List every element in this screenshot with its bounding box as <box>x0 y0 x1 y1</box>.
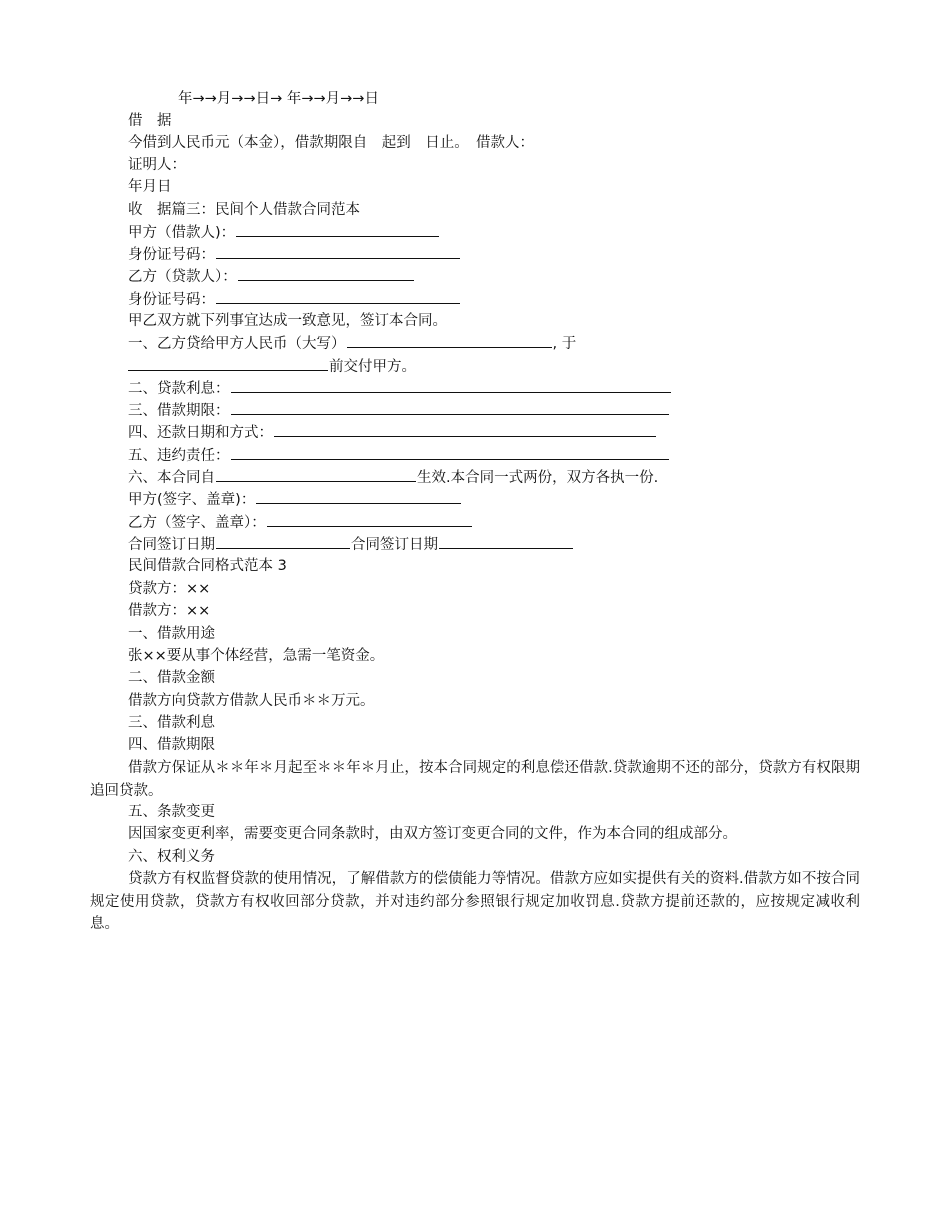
clause2-label: 二、贷款利息： <box>128 381 230 397</box>
sign-date-b-blank <box>439 533 573 549</box>
sign-date-a-blank <box>216 533 350 549</box>
sign-b-line <box>128 511 860 533</box>
sec5-body: 因国家变更利率，需要变更合同条款时，由双方签订变更合同的文件，作为本合同的组成部分。 <box>128 826 737 842</box>
clause3-blank <box>231 399 669 415</box>
borrower-line: 借款方：×× <box>128 603 211 619</box>
clause6-blank <box>216 466 416 482</box>
sign-a-blank <box>256 488 461 504</box>
lender-line: 贷款方：×× <box>128 581 211 597</box>
sign-a-label: 甲方(签字、盖章)： <box>128 492 256 508</box>
clause1-tail: 前交付甲方。 <box>329 359 416 375</box>
clause4-blank <box>274 421 656 437</box>
receipt-heading: 收 据篇三：民间个人借款合同范本 <box>128 202 360 218</box>
clause3-line <box>128 399 860 421</box>
clause2-line <box>128 377 860 399</box>
party-b-line <box>128 265 860 287</box>
party-a-line <box>128 221 860 243</box>
sec2-heading: 二、借款金额 <box>128 670 215 686</box>
template3-title: 民间借款合同格式范本 3 <box>128 558 287 574</box>
clause1-mid: , 于 <box>552 336 577 352</box>
sec3-heading: 三、借款利息 <box>128 715 215 731</box>
clause6-label: 六、本合同自 <box>128 470 215 486</box>
date-line: 年→→月→→日→ 年→→月→→日 <box>178 91 379 107</box>
clause4-label: 四、还款日期和方式： <box>128 425 273 441</box>
sec6-heading: 六、权利义务 <box>128 849 215 865</box>
id-no-a-label: 身份证号码： <box>128 247 215 263</box>
clause1-line <box>128 332 860 354</box>
id-no-b-blank <box>216 288 460 304</box>
id-no-b-label: 身份证号码： <box>128 292 215 308</box>
clause1-cont-line <box>128 355 860 377</box>
sign-a-line <box>128 488 860 510</box>
sign-date-b-label: 合同签订日期 <box>351 537 438 553</box>
id-no-a-line <box>128 243 860 265</box>
party-a-label: 甲方（借款人)： <box>128 225 236 241</box>
clause1-amount-blank <box>347 332 552 348</box>
consensus-line: 甲乙双方就下列事宜达成一致意见，签订本合同。 <box>128 313 447 329</box>
sec5-heading: 五、条款变更 <box>128 804 215 820</box>
sec1-body: 张××要从事个体经营，急需一笔资金。 <box>128 648 385 664</box>
party-b-blank <box>238 265 414 281</box>
id-no-a-blank <box>216 243 460 259</box>
clause1-date-blank <box>128 355 328 371</box>
witness-line: 证明人： <box>128 157 186 173</box>
sec6-body: 贷款方有权监督贷款的使用情况，了解借款方的偿债能力等情况。借款方应如实提供有关的资料.借款方如不按合同规定使用贷款，贷款方有权收回部分贷款，并对违约部分参照银行规定加收罚息.贷款方提前还款的，应按规定减收利息。 <box>90 871 860 932</box>
clause5-blank <box>231 444 669 460</box>
clause6-tail: 生效.本合同一式两份，双方各执一份. <box>417 470 659 486</box>
sec1-heading: 一、借款用途 <box>128 626 215 642</box>
clause1-label: 一、乙方贷给甲方人民币（大写） <box>128 336 346 352</box>
clause5-label: 五、违约责任： <box>128 448 230 464</box>
sec2-body: 借款方向贷款方借款人民币＊＊万元。 <box>128 693 375 709</box>
id-no-b-line <box>128 288 860 310</box>
iou-heading: 借 据 <box>128 113 172 129</box>
party-a-blank <box>236 221 439 237</box>
sign-date-line <box>128 533 860 555</box>
sign-b-label: 乙方（签字、盖章）： <box>128 515 266 531</box>
party-b-label: 乙方（贷款人）： <box>128 269 237 285</box>
sec4-body: 借款方保证从＊＊年＊月起至＊＊年＊月止，按本合同规定的利息偿还借款.贷款逾期不还的部分，贷款方有权限期追回贷款。 <box>90 760 860 799</box>
clause6-line <box>128 466 860 488</box>
clause3-label: 三、借款期限： <box>128 403 230 419</box>
clause4-line <box>128 421 860 443</box>
year-month-day: 年月日 <box>128 179 172 195</box>
sign-b-blank <box>267 511 472 527</box>
sign-date-a-label: 合同签订日期 <box>128 537 215 553</box>
sec4-heading: 四、借款期限 <box>128 737 215 753</box>
clause2-blank <box>231 377 671 393</box>
iou-body: 今借到人民币元（本金），借款期限自 起到 日止。 借款人： <box>128 135 534 151</box>
clause5-line <box>128 444 860 466</box>
